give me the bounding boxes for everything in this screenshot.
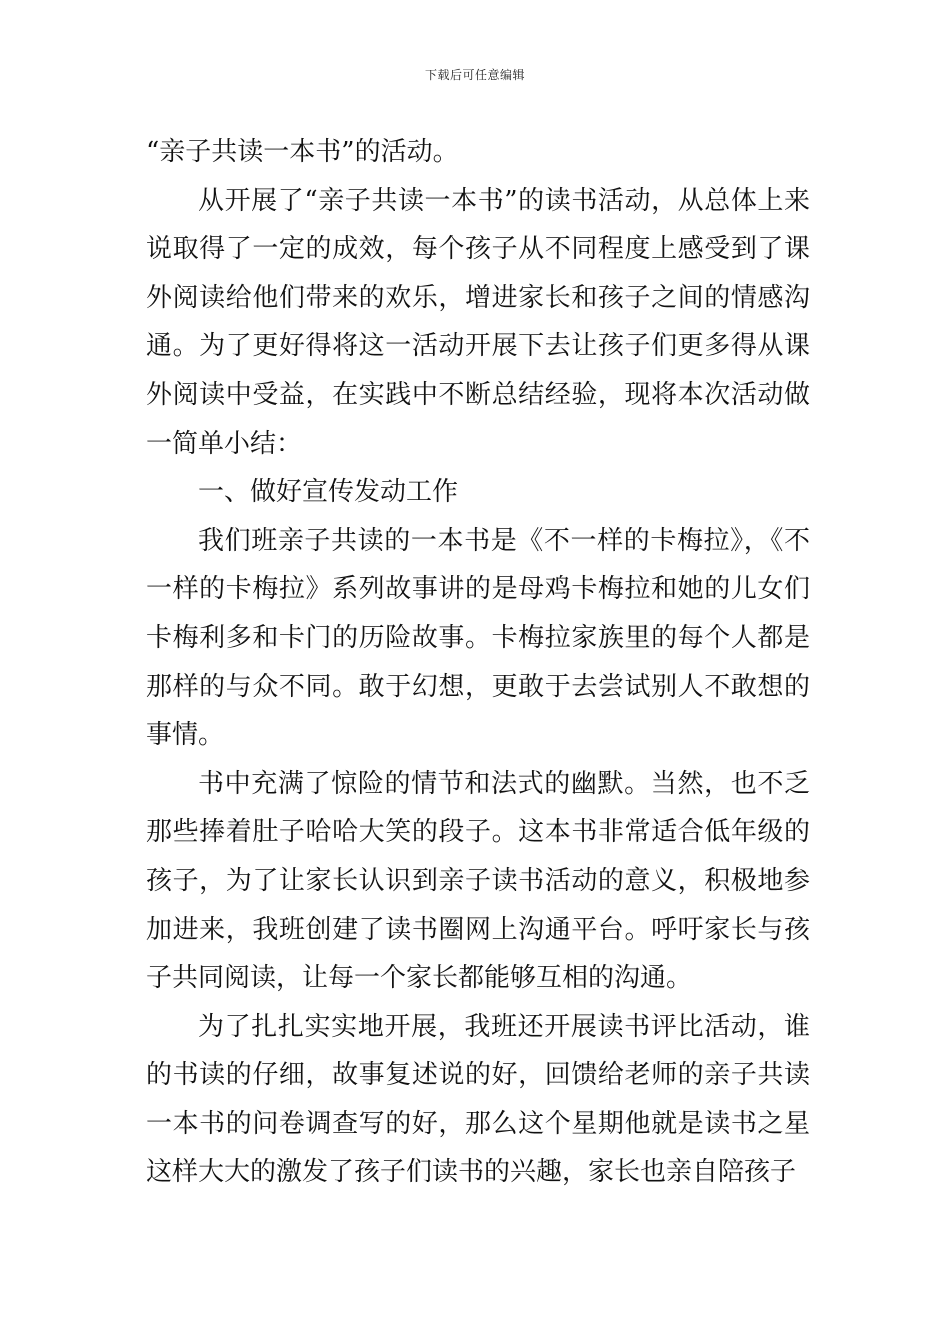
paragraph-intro: 从开展了“亲子共读一本书”的读书活动，从总体上来说取得了一定的成效，每个孩子从不同程度上感受到了课外阅读给他们带来的欢乐，增进家长和孩子之间的情感沟通。为了更好得将这一活动开展下去让孩子们更多得从课外阅读中受益，在实践中不断总结经验，现将本次活动做一简单小结：: [146, 185, 810, 459]
section-heading: 一、做好宣传发动工作: [198, 477, 459, 508]
paragraph-evaluation: 为了扎扎实实地开展，我班还开展读书评比活动，谁的书读的仔细，故事复述说的好，回馈给老师的亲子共读一本书的问卷调查写的好，那么这个星期他就是读书之星这样大大的激发了孩子们读书的兴趣，家长也亲自陪孩子: [146, 1011, 810, 1188]
paragraph-book-content: 书中充满了惊险的情节和法式的幽默。当然，也不乏那些捧着肚子哈哈大笑的段子。这本书非常适合低年级的孩子，为了让家长认识到亲子读书活动的意义，积极地参加进来，我班创建了读书圈网上沟通平台。呼吁家长与孩子共同阅读，让每一个家长都能够互相的沟通。: [146, 768, 810, 994]
document-body: [146, 128, 810, 1197]
paragraph-book-intro: 我们班亲子共读的一本书是《不一样的卡梅拉》，《不一样的卡梅拉》系列故事讲的是母鸡卡梅拉和她的儿女们卡梅利多和卡门的历险故事。卡梅拉家族里的每个人都是那样的与众不同。敢于幻想，更敢于去尝试别人不敢想的事情。: [146, 525, 810, 751]
paragraph-continuation: “亲子共读一本书”的活动。: [146, 137, 459, 167]
header-note: 下载后可任意编辑: [424, 68, 525, 82]
